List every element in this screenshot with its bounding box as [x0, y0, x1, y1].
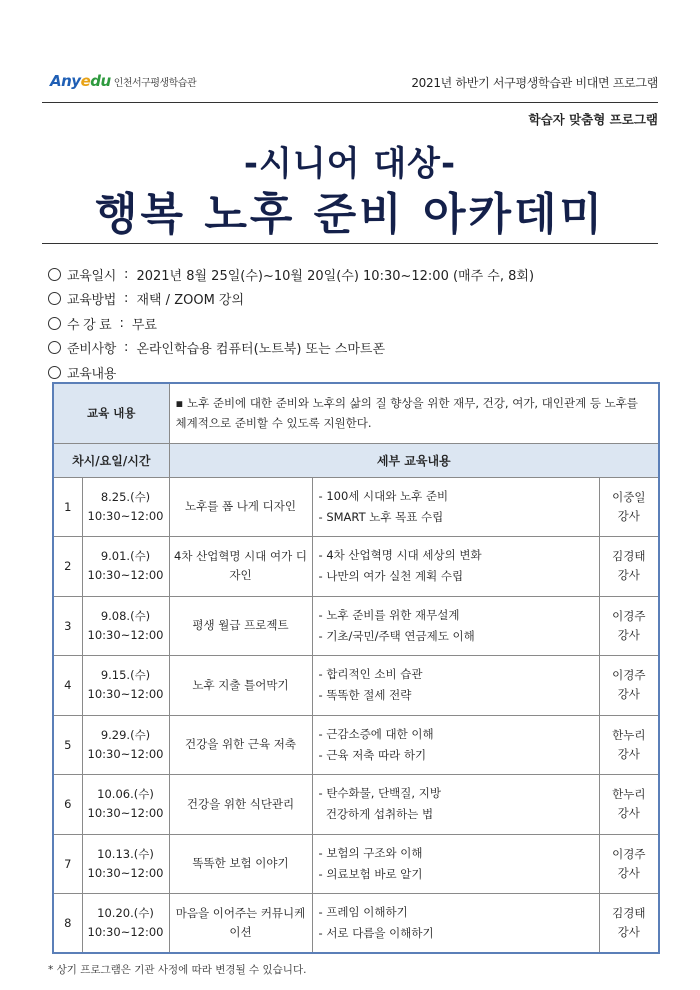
session-time: 10:30~12:00 [87, 806, 164, 821]
session-number: 2 [53, 537, 82, 597]
session-number: 3 [53, 596, 82, 656]
session-date: 9.15.(수) [100, 668, 151, 683]
instructor-name: 이중일 [612, 489, 646, 504]
session-details [312, 715, 599, 775]
info-label: 수 강 료 [67, 317, 112, 333]
instructor-name: 이경주 [612, 846, 646, 861]
instructor-role: 강사 [617, 865, 640, 880]
session-date: 9.01.(수) [100, 549, 151, 564]
session-instructor [599, 894, 659, 954]
session-date: 9.08.(수) [100, 608, 151, 623]
table-row [53, 477, 659, 537]
detail-line: - 보험의 구조와 이해 [318, 845, 423, 860]
schedule-table [52, 382, 660, 954]
info-label: 교육내용 [67, 366, 117, 382]
session-instructor [599, 537, 659, 597]
session-details [312, 477, 599, 537]
logo-org-name: 인천서구평생학습관 [113, 78, 197, 89]
session-date: 10.06.(수) [97, 787, 154, 802]
session-title: 마음을 이어주는 커뮤니케이션 [169, 894, 312, 954]
info-list [48, 262, 658, 385]
info-item-schedule [48, 262, 658, 287]
detail-line: - 서로 다름을 이해하기 [318, 926, 434, 940]
page-title: 행복 노후 준비 아카데미 [95, 189, 605, 240]
detail-line: - 100세 시대와 노후 준비 [318, 488, 449, 503]
detail-line: - 똑똑한 절세 전략 [318, 688, 412, 703]
session-title: 노후 지출 틀어막기 [169, 656, 312, 716]
session-datetime [82, 715, 169, 775]
info-item-fee [48, 311, 658, 336]
detail-line: - 의료보험 바로 알기 [318, 866, 423, 881]
title-target-audience: -시니어 대상- [243, 144, 457, 184]
session-details [312, 834, 599, 894]
session-details [312, 775, 599, 835]
detail-line: - 기초/국민/주택 연금제도 이해 [318, 628, 475, 643]
table-row [53, 775, 659, 835]
detail-line: 건강하게 섭취하는 법 [318, 807, 434, 822]
session-instructor [599, 477, 659, 537]
table-row [53, 656, 659, 716]
session-datetime [82, 596, 169, 656]
circle-bullet-icon [48, 317, 61, 330]
circle-bullet-icon [48, 341, 61, 354]
session-details [312, 596, 599, 656]
intro-row [53, 383, 659, 443]
session-datetime [82, 537, 169, 597]
info-value: 2021년 8월 25일(수)~10월 20일(수) 10:30~12:00 (매주 수, 8회) [136, 268, 535, 284]
intro-text: ▪ 노후 준비에 대한 준비와 노후의 삶의 질 향상을 위한 재무, 건강, 여가, 대인관계 등 노후를 체계적으로 준비할 수 있도록 지원한다. [169, 383, 659, 443]
session-time: 10:30~12:00 [87, 746, 164, 761]
session-title: 똑똑한 보험 이야기 [169, 834, 312, 894]
document-header [42, 70, 658, 100]
session-number: 4 [53, 656, 82, 716]
instructor-role: 강사 [617, 806, 640, 821]
detail-line: - 합리적인 소비 습관 [318, 667, 423, 682]
session-time: 10:30~12:00 [87, 568, 164, 583]
session-time: 10:30~12:00 [87, 508, 164, 523]
intro-label: 교육 내용 [53, 383, 169, 443]
info-separator: : [124, 291, 129, 307]
footnote: * 상기 프로그램은 기관 사정에 따라 변경될 수 있습니다. [48, 964, 307, 976]
session-date: 10.20.(수) [97, 906, 154, 920]
info-separator: : [124, 340, 129, 356]
table-row [53, 715, 659, 775]
logo-wordmark: Anyedu [50, 72, 111, 90]
circle-bullet-icon [48, 366, 61, 379]
session-instructor [599, 775, 659, 835]
session-date: 8.25.(수) [100, 489, 151, 504]
session-title: 건강을 위한 식단관리 [169, 775, 312, 835]
info-item-preparation [48, 336, 658, 361]
session-number: 5 [53, 715, 82, 775]
session-time: 10:30~12:00 [87, 687, 164, 702]
info-separator: : [119, 315, 124, 331]
info-label: 교육일시 [67, 268, 117, 284]
instructor-role: 강사 [617, 746, 640, 761]
session-title: 평생 월급 프로젝트 [169, 596, 312, 656]
table-row [53, 596, 659, 656]
instructor-role: 강사 [617, 925, 640, 939]
info-value: 온라인학습용 컴퓨터(노트북) 또는 스마트폰 [136, 342, 386, 358]
session-number: 8 [53, 894, 82, 954]
instructor-role: 강사 [617, 568, 640, 583]
instructor-name: 이경주 [612, 608, 646, 623]
table-header-row [53, 443, 659, 477]
instructor-name: 이경주 [612, 668, 646, 683]
column-header-detail: 세부 교육내용 [169, 443, 659, 477]
session-details [312, 894, 599, 954]
session-title: 건강을 위한 근육 저축 [169, 715, 312, 775]
detail-line: - 4차 산업혁명 시대 세상의 변화 [318, 548, 482, 563]
session-instructor [599, 596, 659, 656]
session-instructor [599, 656, 659, 716]
session-datetime [82, 775, 169, 835]
session-time: 10:30~12:00 [87, 925, 164, 939]
session-date: 10.13.(수) [97, 846, 154, 861]
detail-line: - 탄수화물, 단백질, 지방 [318, 786, 441, 801]
info-item-method [48, 287, 658, 312]
detail-line: - 근감소증에 대한 이해 [318, 726, 434, 741]
session-datetime [82, 834, 169, 894]
table-row [53, 537, 659, 597]
info-item-content [48, 360, 658, 385]
instructor-name: 한누리 [612, 787, 646, 802]
session-title: 4차 산업혁명 시대 여가 디자인 [169, 537, 312, 597]
detail-line: - 근육 저축 따라 하기 [318, 747, 427, 762]
header-divider [42, 102, 658, 103]
session-details [312, 537, 599, 597]
info-separator: : [124, 266, 129, 282]
detail-line: - 프레임 이해하기 [318, 905, 408, 919]
program-subtitle: 학습자 맞춤형 프로그램 [528, 112, 658, 127]
table-row [53, 894, 659, 954]
detail-line: - 노후 준비를 위한 재무설계 [318, 607, 460, 622]
session-details [312, 656, 599, 716]
session-number: 6 [53, 775, 82, 835]
info-label: 준비사항 [67, 342, 117, 358]
table-row [53, 834, 659, 894]
session-instructor [599, 715, 659, 775]
session-number: 7 [53, 834, 82, 894]
session-number: 1 [53, 477, 82, 537]
column-header-session: 차시/요일/시간 [53, 443, 169, 477]
instructor-role: 강사 [617, 627, 640, 642]
circle-bullet-icon [48, 292, 61, 305]
instructor-role: 강사 [617, 687, 640, 702]
session-datetime [82, 477, 169, 537]
title-divider [42, 243, 658, 244]
info-label: 교육방법 [67, 293, 117, 309]
anyedu-logo [50, 72, 196, 90]
instructor-role: 강사 [617, 508, 640, 523]
schedule-rows [53, 477, 659, 953]
circle-bullet-icon [48, 268, 61, 281]
instructor-name: 한누리 [612, 727, 646, 742]
instructor-name: 김경태 [612, 549, 646, 564]
session-datetime [82, 894, 169, 954]
info-value: 재택 / ZOOM 강의 [136, 293, 245, 309]
session-datetime [82, 656, 169, 716]
session-time: 10:30~12:00 [87, 627, 164, 642]
session-time: 10:30~12:00 [87, 865, 164, 880]
detail-line: - SMART 노후 목표 수립 [318, 509, 444, 524]
session-title: 노후를 폼 나게 디자인 [169, 477, 312, 537]
program-label: 2021년 하반기 서구평생학습관 비대면 프로그램 [411, 76, 658, 90]
session-instructor [599, 834, 659, 894]
info-value: 무료 [131, 317, 157, 333]
instructor-name: 김경태 [612, 906, 646, 920]
session-date: 9.29.(수) [100, 727, 151, 742]
detail-line: - 나만의 여가 실천 계획 수립 [318, 569, 464, 584]
